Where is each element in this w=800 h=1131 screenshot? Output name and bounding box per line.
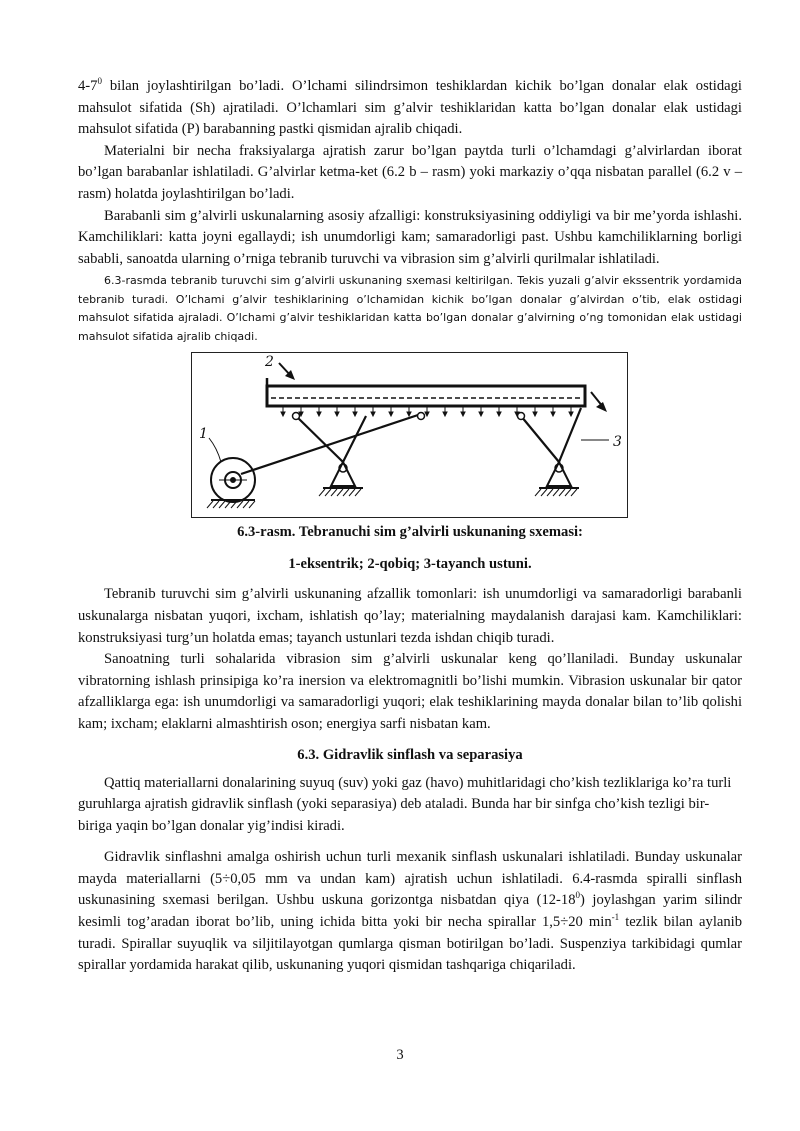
undersize-arrow-head bbox=[425, 412, 429, 416]
page-body bbox=[78, 76, 742, 977]
hatch-line bbox=[219, 501, 225, 508]
undersize-arrow-head bbox=[497, 412, 501, 416]
undersize-arrow-head bbox=[461, 412, 465, 416]
hatch-line bbox=[553, 489, 559, 496]
undersize-arrow-head bbox=[479, 412, 483, 416]
paragraph-2: Materialni bir necha fraksiyalarga ajratish zarur bo’lgan paytda turli o’lchamdagi g’alvirlardan iborat bo’lgan barabanlar ishlatiladi. G’alvirlar ketma-ket (6.2 b – rasm) yoki markaziy o’qqa nisbatan parallel (6.2 v – rasm) holatda joylashtirilgan bo’ladi. bbox=[78, 142, 742, 202]
section-heading: 6.3. Gidravlik sinflash va separasiya bbox=[297, 746, 523, 763]
hatch-line bbox=[355, 489, 361, 496]
discharge-arrow bbox=[591, 392, 607, 412]
undersize-arrow-head bbox=[371, 412, 375, 416]
undersize-arrow-head bbox=[551, 412, 555, 416]
hatch-line bbox=[559, 489, 565, 496]
feed-arrow bbox=[279, 363, 295, 380]
hatch-line bbox=[319, 489, 325, 496]
hatch-line bbox=[565, 489, 571, 496]
undersize-arrow-head bbox=[389, 412, 393, 416]
figure-subtitle: 1-eksentrik; 2-qobiq; 3-tayanch ustuni. bbox=[288, 556, 532, 573]
hatch-line bbox=[541, 489, 547, 496]
page-number: 3 bbox=[396, 1047, 404, 1063]
paragraph-6: Qattiq materiallarni donalarining suyuq (suv) yoki gaz (havo) muhitlaridagi cho’kish tezliklariga ko’ra turli guruhlarga ajratish gidravlik sinflash (yoki separasiya) deb ataladi. Bunda har bir sinfga cho’kish tezligi bir-biriga yaqin bo’lgan donalar yig’indisi kiradi. bbox=[78, 774, 732, 834]
undersize-arrow-head bbox=[533, 412, 537, 416]
paragraph-3: Barabanli sim g’alvirli uskunalarning asosiy afzalligi: konstruksiyasining oddiyligi va bir me’yorda ishlashi. Kamchiliklari: katta joyni egallaydi; ish unumdorligi kam; samaradorligi past. Ushbu kamchiliklarning borligi sababli, sanoatda ularning o’rniga tebranib turuvchi va vibrasion sim g’alvirli qurilmalar ishlatiladi. bbox=[78, 207, 742, 267]
hatch-line bbox=[349, 489, 355, 496]
hatch-line bbox=[337, 489, 343, 496]
hatch-line bbox=[343, 489, 349, 496]
linkage-rods bbox=[241, 408, 581, 474]
undersize-arrow-head bbox=[317, 412, 321, 416]
undersize-arrow-head bbox=[569, 412, 573, 416]
paragraph-1: $4-7^0$ bilan joylashtirilgan bo’ladi. O’lchami silindrsimon teshiklardan kichik bo’lgan donalar elak ostidagi mahsulot sifatida (Sh) ajratiladi. O’lchamlari sim g’alvir teshiklaridan katta bo’lgan donalar elak ustidagi mahsulot sifatida (P) barabanning pastki qismidan ajralib chiqadi. bbox=[78, 76, 742, 138]
label-2: 2 bbox=[265, 354, 274, 371]
undersize-arrows bbox=[281, 407, 573, 416]
label-1: 1 bbox=[199, 426, 208, 443]
hatch-line bbox=[207, 501, 213, 508]
hatch-line bbox=[571, 489, 577, 496]
support-columns bbox=[323, 462, 579, 488]
hatch-line bbox=[213, 501, 219, 508]
figure-title: 6.3-rasm. Tebranuchi sim g’alvirli uskunaning sxemasi: bbox=[237, 524, 583, 541]
undersize-arrow-head bbox=[335, 412, 339, 416]
hatch-line bbox=[243, 501, 249, 508]
figure-note: 6.3-rasmda tebranib turuvchi sim g’alvirli uskunaning sxemasi keltirilgan. Tekis yuzali g’alvir ekssentrik yordamida tebranib turadi. O’lchami g’alvir teshiklarining o’lchamidan kichik bo’lgan donalar g’alvirdan o’tib, elak ostidagi mahsulot sifatida ajraladi. O’lchami g’alvir teshiklaridan katta bo’lgan donalar g’alvirning o’ng tomonidan elak ustidagi mahsulot sifatida ajralib chiqadi. bbox=[78, 274, 742, 343]
paragraph-5: Sanoatning turli sohalarida vibrasion sim g’alvirli uskunalar keng qo’llaniladi. Bunday uskunalar vibratorning ishlash prinsipiga ko’ra inersion va elektromagnitli bo’lishi mumkin. Vibrasion uskunalar bir qator afzalliklarga ega: ish unumdorligi va samaradorligi yuqori; elak teshiklarining mayda donalar bilan to’lib qolishi kam; ixcham; elaklarni almashtirish oson; energiya sarfi nisbatan kam. bbox=[78, 651, 742, 732]
hatch-line bbox=[547, 489, 553, 496]
paragraph-7: Gidravlik sinflashni amalga oshirish uchun turli mexanik sinflash uskunalari ishlatiladi. Bunday uskunalar mayda materiallarni (5÷0,05 mm va undan kam) ajratish uchun ishlatiladi. 6.4-rasmda spiralli sinflash uskunasining sxemasi berilgan. Ushbu uskuna gorizontga nisbatdan qiya $(12-18^0)$ joylashgan yarim silindr kesimli tog’aradan iborat bo’lib, uning ichida bitta yoki bir necha spirallar 1,5÷20 $\min^{-1}$ tezlik bilan aylanib turadi. Spirallar suyuqlik va siljitilayotgan qumlarga qisman botirilgan bo’ladi. Suspenziya tarkibidagi qumlar spirallar yordamida harakat qilib, uskunaning yuqori qismidan tashqariga chiqariladi. bbox=[78, 849, 743, 974]
hatch-line bbox=[535, 489, 541, 496]
paragraph-4: Tebranib turuvchi sim g’alvirli uskunaning afzallik tomonlari: ish unumdorligi va samaradorligi barabanli uskunalarga nisbatan yuqori, ixcham, ishlatish qo’lay; materialning maydalanish darajasi kam. Kamchiliklari: konstruksiyasi turg’un holatda emas; tayanch ustunlari tezda ishdan chiqib turadi. bbox=[78, 586, 742, 646]
label-3: 3 bbox=[613, 434, 622, 451]
undersize-arrow-head bbox=[407, 412, 411, 416]
eccentric bbox=[211, 458, 255, 502]
undersize-arrow-head bbox=[281, 412, 285, 416]
hatch-line bbox=[325, 489, 331, 496]
undersize-arrow-head bbox=[443, 412, 447, 416]
undersize-arrow-head bbox=[353, 412, 357, 416]
ground-hatching bbox=[207, 489, 577, 508]
hatch-line bbox=[331, 489, 337, 496]
figure-6-3 bbox=[191, 352, 628, 518]
vibrating-screen-diagram bbox=[191, 352, 628, 518]
hatch-line bbox=[249, 501, 255, 508]
screen-body bbox=[267, 378, 585, 406]
